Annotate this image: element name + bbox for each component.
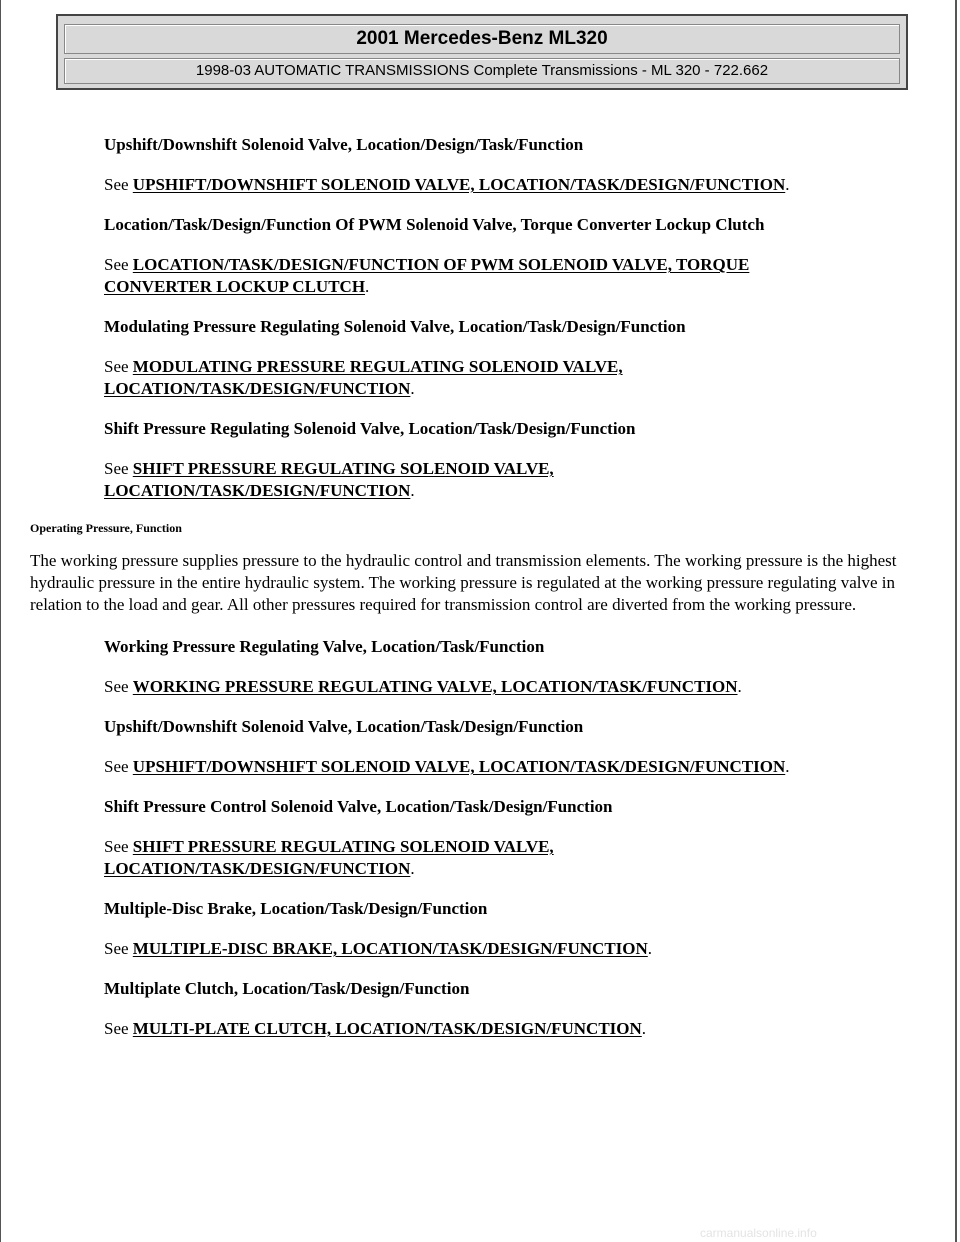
reference-heading: Upshift/Downshift Solenoid Valve, Location/Task/Design/Function <box>104 717 584 736</box>
page-header <box>56 14 908 90</box>
footer-watermark: carmanualsonline.info <box>700 1226 817 1240</box>
reference-list <box>30 134 910 502</box>
document-subtitle: 1998-03 AUTOMATIC TRANSMISSIONS Complete Transmissions - ML 320 - 722.662 <box>64 58 900 84</box>
reference-heading: Location/Task/Design/Function Of PWM Solenoid Valve, Torque Converter Lockup Clutch <box>104 215 765 234</box>
reference-heading: Modulating Pressure Regulating Solenoid Valve, Location/Task/Design/Function <box>104 317 686 336</box>
reference-link[interactable]: MODULATING PRESSURE REGULATING SOLENOID VALVE, LOCATION/TASK/DESIGN/FUNCTION <box>104 357 623 398</box>
see-reference: See UPSHIFT/DOWNSHIFT SOLENOID VALVE, LOCATION/TASK/DESIGN/FUNCTION. <box>104 757 790 776</box>
reference-link[interactable]: SHIFT PRESSURE REGULATING SOLENOID VALVE, LOCATION/TASK/DESIGN/FUNCTION <box>104 837 554 878</box>
reference-link[interactable]: UPSHIFT/DOWNSHIFT SOLENOID VALVE, LOCATION/TASK/DESIGN/FUNCTION <box>132 757 786 776</box>
reference-list <box>30 636 910 1040</box>
reference-link[interactable]: UPSHIFT/DOWNSHIFT SOLENOID VALVE, LOCATION/TASK/DESIGN/FUNCTION <box>132 175 786 194</box>
see-reference: See UPSHIFT/DOWNSHIFT SOLENOID VALVE, LOCATION/TASK/DESIGN/FUNCTION. <box>104 175 790 194</box>
section-title: Operating Pressure, Function <box>30 521 182 535</box>
see-reference: See MULTI-PLATE CLUTCH, LOCATION/TASK/DESIGN/FUNCTION. <box>104 1019 647 1038</box>
document-title: 2001 Mercedes-Benz ML320 <box>64 24 900 54</box>
see-reference: See MULTIPLE-DISC BRAKE, LOCATION/TASK/DESIGN/FUNCTION. <box>104 939 653 958</box>
reference-link[interactable]: SHIFT PRESSURE REGULATING SOLENOID VALVE, LOCATION/TASK/DESIGN/FUNCTION <box>104 459 554 500</box>
see-reference: See WORKING PRESSURE REGULATING VALVE, LOCATION/TASK/FUNCTION. <box>104 677 742 696</box>
reference-link[interactable]: MULTIPLE-DISC BRAKE, LOCATION/TASK/DESIGN/FUNCTION <box>132 939 648 958</box>
reference-heading: Shift Pressure Control Solenoid Valve, Location/Task/Design/Function <box>104 797 613 816</box>
reference-heading: Upshift/Downshift Solenoid Valve, Location/Design/Task/Function <box>104 135 584 154</box>
reference-link[interactable]: WORKING PRESSURE REGULATING VALVE, LOCATION/TASK/FUNCTION <box>132 677 738 696</box>
see-reference: See MODULATING PRESSURE REGULATING SOLENOID VALVE, LOCATION/TASK/DESIGN/FUNCTION. <box>104 357 623 398</box>
reference-heading: Working Pressure Regulating Valve, Location/Task/Function <box>104 637 545 656</box>
see-reference: See SHIFT PRESSURE REGULATING SOLENOID VALVE, LOCATION/TASK/DESIGN/FUNCTION. <box>104 837 554 878</box>
reference-heading: Multiple-Disc Brake, Location/Task/Design/Function <box>104 899 488 918</box>
document-body <box>30 134 910 1058</box>
see-reference: See SHIFT PRESSURE REGULATING SOLENOID VALVE, LOCATION/TASK/DESIGN/FUNCTION. <box>104 459 554 500</box>
reference-link[interactable]: MULTI-PLATE CLUTCH, LOCATION/TASK/DESIGN/FUNCTION <box>132 1019 642 1038</box>
reference-heading: Multiplate Clutch, Location/Task/Design/Function <box>104 979 470 998</box>
section-paragraph: The working pressure supplies pressure to the hydraulic control and transmission elements. The working pressure is the highest hydraulic pressure in the entire hydraulic system. The working pressure is regulated at the working pressure regulating valve in relation to the load and gear. All other pressures required for transmission control are diverted from the working pressure. <box>30 551 897 614</box>
reference-heading: Shift Pressure Regulating Solenoid Valve, Location/Task/Design/Function <box>104 419 636 438</box>
see-reference: See LOCATION/TASK/DESIGN/FUNCTION OF PWM SOLENOID VALVE, TORQUE CONVERTER LOCKUP CLUTCH. <box>104 255 750 296</box>
reference-link[interactable]: LOCATION/TASK/DESIGN/FUNCTION OF PWM SOLENOID VALVE, TORQUE CONVERTER LOCKUP CLUTCH <box>104 255 750 296</box>
